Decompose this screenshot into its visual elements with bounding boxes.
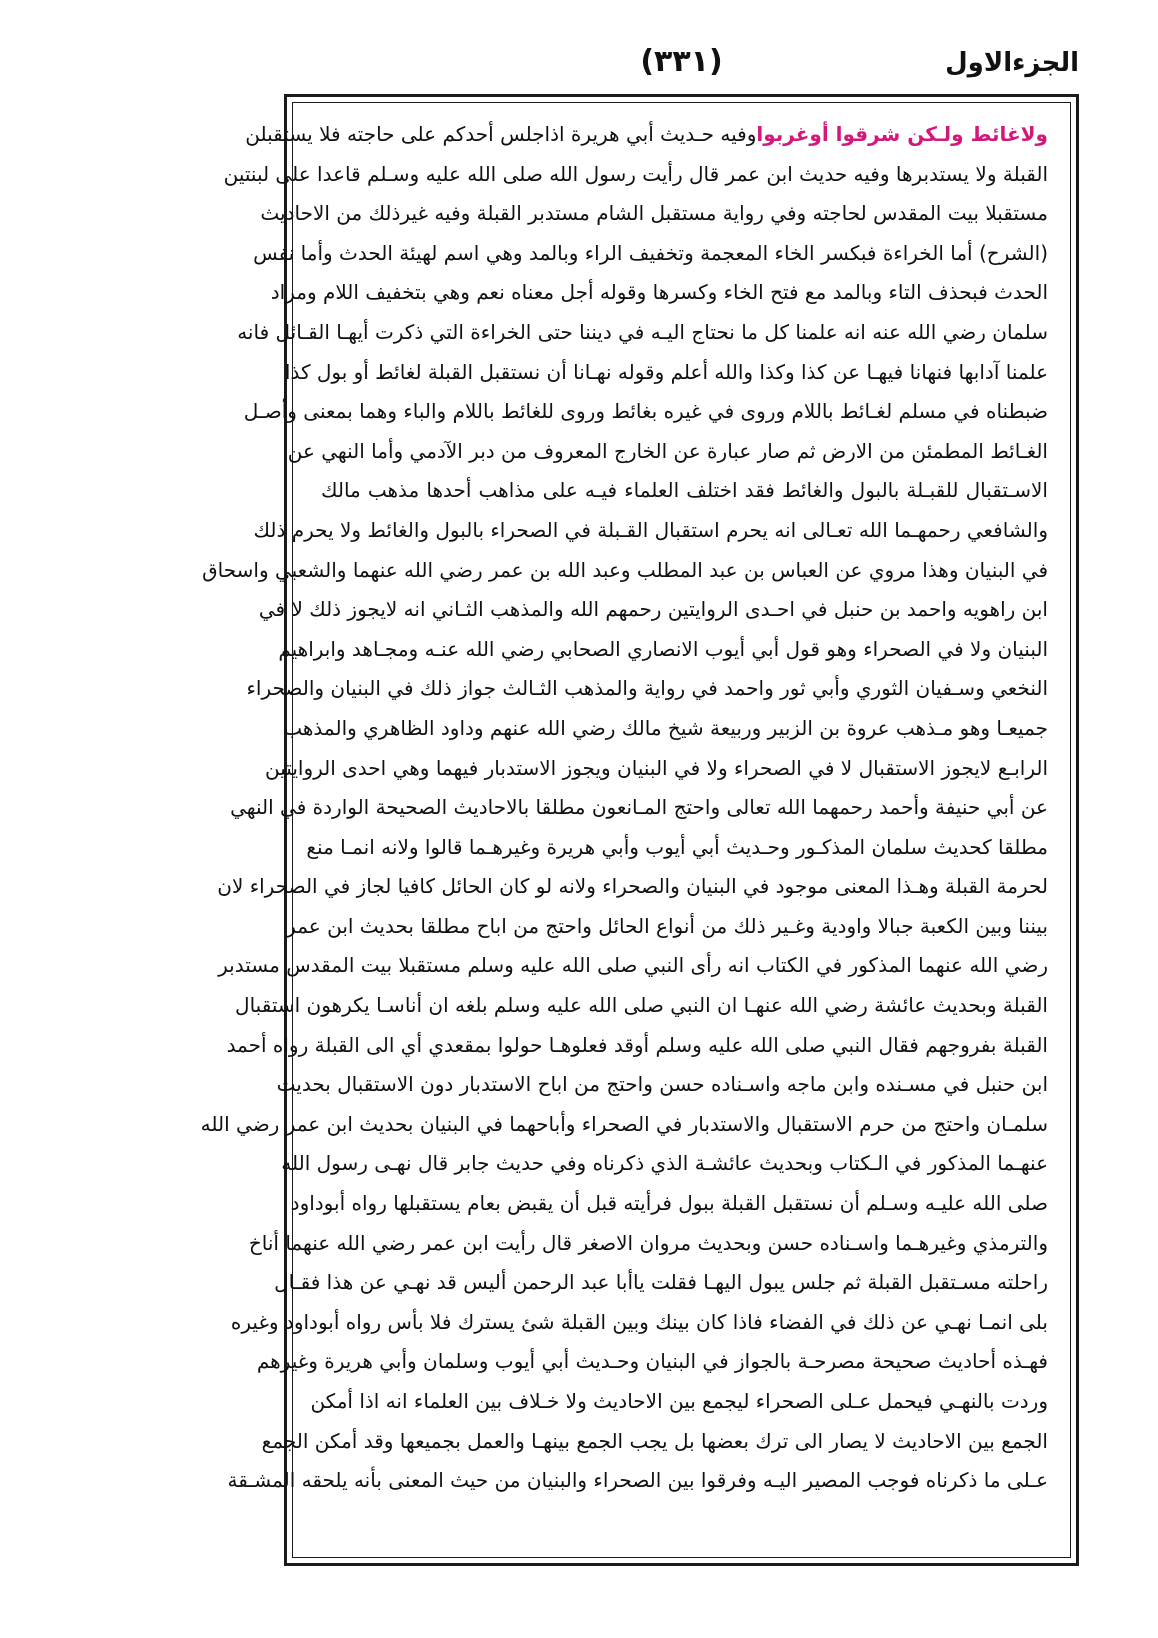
text-line: عن أبي حنيفة وأحمد رحمهما الله تعالى واحتج المـانعون مطلقا بالاحاديث الصحيحة الواردة في النهي xyxy=(230,795,1048,820)
text-line: بيننا وبين الكعبة جبالا واودية وغـير ذلك من أنواع الحائل واحتج من اباح مطلقا بحديث ابن عمر xyxy=(286,913,1048,938)
text-line: ابن حنبل في مسـنده وابن ماجه واسـناده حسن واحتج من اباح الاستدبار دون الاستقبال بحديث xyxy=(276,1072,1048,1097)
page-number: (٣٣١) xyxy=(640,44,723,79)
text-line: الجمع بين الاحاديث لا يصار الى ترك بعضها بل يجب الجمع بينهـا والعمل بجميعها وقد أمكن الجمع xyxy=(261,1428,1048,1453)
running-head xyxy=(284,44,1079,94)
text-line: الحدث فبحذف التاء وبالمد مع فتح الخاء وكسرها وقوله أجل معناه نعم وهي بتخفيف اللام ومراد xyxy=(270,280,1048,305)
volume-label: الجزءالاول xyxy=(945,48,1079,78)
text-line: والترمذي وغيرهـما واسـناده حسن وبحديث مروان الاصغر قال رأيت ابن عمر رضي الله عنهما أناخ xyxy=(248,1230,1048,1255)
text-line: عـلى ما ذكرناه فوجب المصير اليـه وفرقوا بين الصحراء والبنيان من حيث المعنى بأنه يلحقه المشـقة xyxy=(227,1468,1048,1493)
text-line: القبلة وبحديث عائشة رضي الله عنهـا ان النبي صلى الله عليه وسلم بلغه ان أناسـا يكرهون استقبال xyxy=(235,993,1048,1018)
text-line: صلى الله عليـه وسـلم أن نستقبل القبلة ببول فرأيته قبل أن يقبض بعام يستقبلها رواه أبوداود xyxy=(290,1191,1048,1216)
text-line: القبلة ولا يستدبرها وفيه حديث ابن عمر قال رأيت رسول الله صلى الله عليه وسـلم قاعدا على لبنتين xyxy=(223,161,1048,186)
text-line: وردت بالنهـي فيحمل عـلى الصحراء ليجمع بين الاحاديث ولا خـلاف بين العلماء انه اذا أمكن xyxy=(310,1389,1048,1413)
highlighted-phrase: ولاغائط ولـكن شرقوا أوغربوا xyxy=(756,122,1048,146)
text-line: (الشرح) أما الخراءة فبكسر الخاء المعجمة وتخفيف الراء وبالمد وهي اسم لهيئة الحدث وأما نفس xyxy=(253,240,1048,265)
text-line: ضبطناه في مسلم لغـائط باللام وروى في غيره بغائط وروى للغائط باللام والباء وهما بمعنى وأصـل xyxy=(243,399,1048,424)
text-line: والشافعي رحمهـما الله تعـالى انه يحرم استقبال القـبلة في الصحراء بالبول والغائط ولا يحرم ذلك xyxy=(253,517,1048,542)
text-line-1 xyxy=(245,115,1048,155)
text-line: ابن راهويه واحمد بن حنبل في احـدى الروايتين رحمهم الله والمذهب الثـاني انه لايجوز ذلك لا في xyxy=(258,597,1048,622)
text-line: راحلته مسـتقبل القبلة ثم جلس يبول اليهـا فقلت ياأبا عبد الرحمن أليس قد نهـي عن هذا فقـال xyxy=(274,1270,1048,1295)
page-frame xyxy=(200,94,1079,1566)
text-line: سلمـان واحتج من حرم الاستقبال والاستدبار في الصحراء وأباحهما في البنيان بحديث ابن عمر رضي الله xyxy=(200,1111,1048,1136)
text-line: الاسـتقبال للقبـلة بالبول والغائط فقد اختلف العلماء فيـه على مذاهب أحدها مذهب مالك xyxy=(321,478,1048,503)
text-line: النخعي وسـفيان الثوري وأبي ثور واحمد في رواية والمذهب الثـالث جواز ذلك في البنيان والصحراء xyxy=(246,676,1048,701)
text-line: فهـذه أحاديث صحيحة مصرحـة بالجواز في البنيان وحـديث أبي أيوب وسلمان وأبي هريرة وغيرهم xyxy=(256,1349,1048,1374)
text-line: مستقبلا بيت المقدس لحاجته وفي رواية مستقبل الشام مستدبر القبلة وفيه غيرذلك من الاحاديث xyxy=(260,201,1048,226)
text-line: في البنيان وهذا مروي عن العباس بن عبد المطلب وعبد الله بن عمر رضي الله عنهما والشعبي واسحاق xyxy=(202,557,1048,582)
text-line-1-rest: وفيه حـديث أبي هريرة اذاجلس أحدكم على حاجته فلا يستقبلن xyxy=(245,122,757,146)
text-line: سلمان رضي الله عنه انه علمنا كل ما نحتاج اليـه في ديننا حتى الخراءة التي ذكرت أيهـا القـائل فانه xyxy=(237,319,1048,344)
text-line: لحرمة القبلة وهـذا المعنى موجود في البنيان والصحراء ولانه لو كان الحائل كافيا لجاز في الصحراء لان xyxy=(217,874,1048,899)
text-line: القبلة بفروجهم فقال النبي صلى الله عليه وسلم أوقد فعلوهـا حولوا بمقعدي أي الى القبلة رواه أحمد xyxy=(226,1032,1048,1057)
text-line: عنهـما المذكور في الـكتاب وبحديث عائشـة الذي ذكرناه وفي حديث جابر قال نهـى رسول الله xyxy=(281,1151,1048,1176)
text-body xyxy=(200,115,1048,1551)
text-line: رضي الله عنهما المذكور في الكتاب انه رأى النبي صلى الله عليه وسلم مستقبلا بيت المقدس مستدبر xyxy=(218,953,1048,978)
text-line: الرابـع لايجوز الاستقبال لا في الصحراء ولا في البنيان ويجوز الاستدبار فيهما وهي احدى الروايتين xyxy=(265,755,1048,780)
text-line: مطلقا كحديث سلمان المذكـور وحـديث أبي أيوب وأبي هريرة وغيرهـما قالوا ولانه انمـا منع xyxy=(306,834,1048,859)
text-line xyxy=(321,1501,1048,1541)
text-line: بلى انمـا نهـي عن ذلك في الفضاء فاذا كان بينك وبين القبلة شئ يسترك فلا بأس رواه أبوداود وغيره xyxy=(230,1309,1048,1334)
text-line: علمنا آدابها فنهانا فيهـا عن كذا وكذا والله أعلم وقوله نهـانا أن نستقبل القبلة لغائط أو بول كذا xyxy=(284,359,1048,384)
text-line: الغـائط المطمئن من الارض ثم صار عبارة عن الخارج المعروف من دبر الآدمي وأما النهي عن xyxy=(287,438,1048,463)
text-line: جميعـا وهو مـذهب عروة بن الزبير وربيعة شيخ مالك رضي الله عنهم وداود الظاهري والمذهب xyxy=(283,715,1048,740)
text-line: البنيان ولا في الصحراء وهو قول أبي أيوب الانصاري الصحابي رضي الله عنـه ومجـاهد وابراهيم xyxy=(278,636,1048,661)
